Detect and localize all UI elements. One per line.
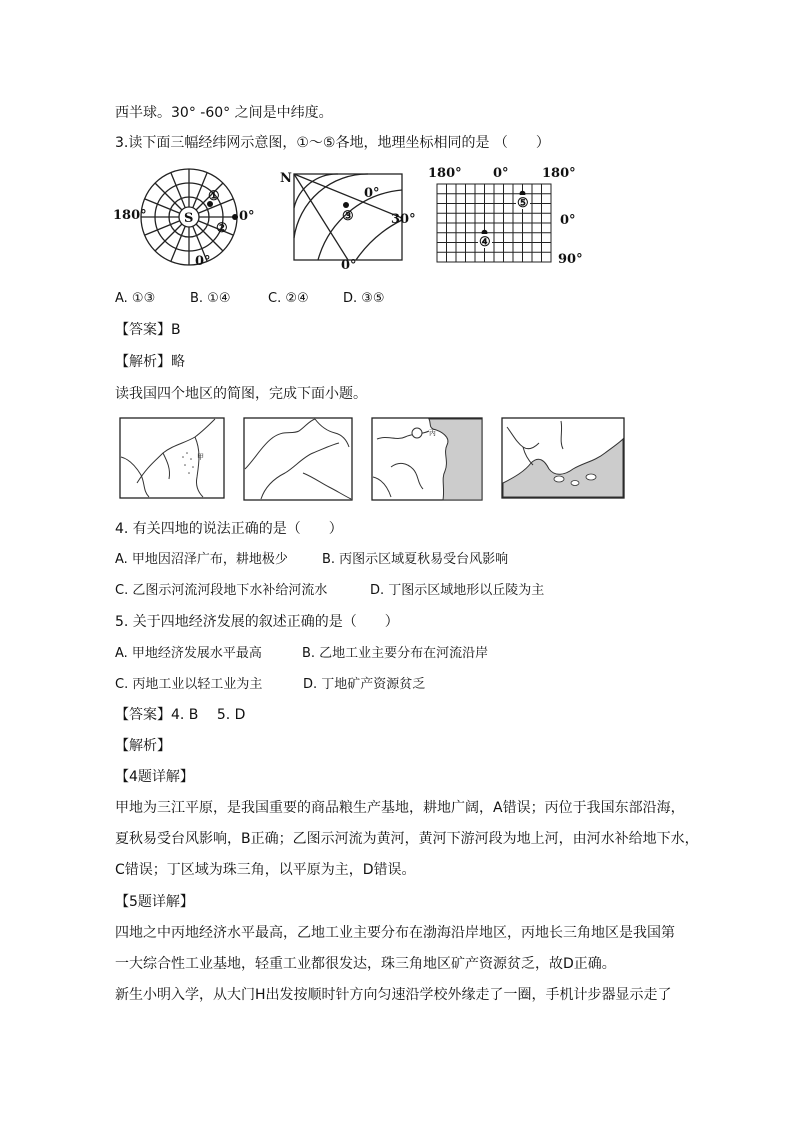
q3-options — [115, 289, 385, 309]
q3-option-c: C. ②④ — [268, 291, 309, 306]
point-5-mark: ⑤ — [517, 196, 529, 211]
q3-answer: 【答案】B — [115, 322, 181, 338]
region-map-yi — [243, 417, 353, 501]
map-bing-label: 丙 — [429, 429, 436, 437]
q5-stem: 5. 关于四地经济发展的叙述正确的是（ ） — [115, 614, 399, 630]
detail5-line-2: 一大综合性工业基地，轻重工业都很发达，珠三角地区矿产资源贫乏，故D正确。 — [115, 956, 616, 972]
q5-option-d: D. 丁地矿产资源贫乏 — [303, 677, 426, 692]
q4-option-b: B. 丙图示区域夏秋易受台风影响 — [322, 552, 509, 567]
fig2-label-0-top: 0° — [364, 186, 380, 201]
fig1-label-0-right: 0° — [239, 209, 255, 224]
q5-option-a: A. 甲地经济发展水平最高 — [115, 646, 262, 661]
fig2-label-N: N — [280, 171, 292, 186]
q5-option-c: C. 丙地工业以轻工业为主 — [115, 677, 263, 692]
q4-option-a: A. 甲地因沼泽广布，耕地极少 — [115, 552, 288, 567]
fig3-label-180-right: 180° — [542, 166, 576, 181]
detail4-line-1: 甲地为三江平原，是我国重要的商品粮生产基地，耕地广阔，A错误；丙位于我国东部沿海， — [115, 800, 685, 816]
south-pole-label: S — [184, 211, 194, 226]
fig2-label-30: 30° — [391, 212, 416, 227]
q4-options-row1 — [115, 550, 508, 570]
point-3-mark: ③ — [342, 209, 354, 224]
detail4-line-2: 夏秋易受台风影响，B正确；乙图示河流为黄河，黄河下游河段为地上河，由河水补给地下水， — [115, 831, 699, 847]
answer-45: 【答案】4. B 5. D — [115, 707, 246, 723]
q3-option-a: A. ①③ — [115, 291, 156, 306]
q4-option-d: D. 丁图示区域地形以丘陵为主 — [370, 583, 545, 598]
point-2-mark: ② — [216, 221, 228, 236]
last-line: 新生小明入学，从大门H出发按顺时针方向匀速沿学校外缘走了一圈，手机计步器显示走了 — [115, 987, 672, 1003]
fig3-label-0-right: 0° — [560, 213, 576, 228]
region-map-bing — [371, 417, 483, 501]
q3-option-d: D. ③⑤ — [343, 291, 385, 306]
q4-options-row2 — [115, 581, 544, 601]
q5-option-b: B. 乙地工业主要分布在河流沿岸 — [302, 646, 489, 661]
q3-analysis: 【解析】略 — [115, 354, 185, 370]
detail5-heading: 【5题详解】 — [115, 894, 194, 910]
q3-figure-grid — [435, 182, 555, 266]
q4-option-c: C. 乙图示河流河段地下水补给河流水 — [115, 583, 328, 598]
q4-stem: 4. 有关四地的说法正确的是（ ） — [115, 521, 343, 537]
region-map-jia — [119, 417, 225, 499]
fig1-label-180: 180° — [113, 208, 147, 223]
detail4-heading: 【4题详解】 — [115, 769, 194, 785]
analysis-45: 【解析】 — [115, 738, 171, 754]
detail5-line-1: 四地之中丙地经济水平最高，乙地工业主要分布在渤海沿岸地区，丙地长三角地区是我国第 — [115, 925, 675, 941]
fig1-label-0-bottom: 0° — [195, 254, 211, 269]
point-4-mark: ④ — [479, 235, 491, 250]
detail4-line-3: C错误；丁区域为珠三角，以平原为主，D错误。 — [115, 862, 416, 878]
intro-line: 西半球。30° -60° 之间是中纬度。 — [115, 105, 333, 121]
fig2-label-0-bottom: 0° — [341, 258, 357, 273]
fig3-label-0-top: 0° — [493, 166, 509, 181]
q3-stem: 3.读下面三幅经纬网示意图，①～⑤各地，地理坐标相同的是 （ ） — [115, 135, 550, 151]
q3-option-b: B. ①④ — [190, 291, 231, 306]
group-intro: 读我国四个地区的简图，完成下面小题。 — [115, 386, 367, 402]
point-1-mark: ① — [208, 189, 220, 204]
fig3-label-180-left: 180° — [428, 166, 462, 181]
q5-options-row2 — [115, 675, 425, 695]
region-map-ding — [501, 417, 625, 499]
fig3-label-90: 90° — [558, 252, 583, 267]
map-jia-label: 甲 — [197, 453, 204, 461]
q5-options-row1 — [115, 644, 488, 664]
